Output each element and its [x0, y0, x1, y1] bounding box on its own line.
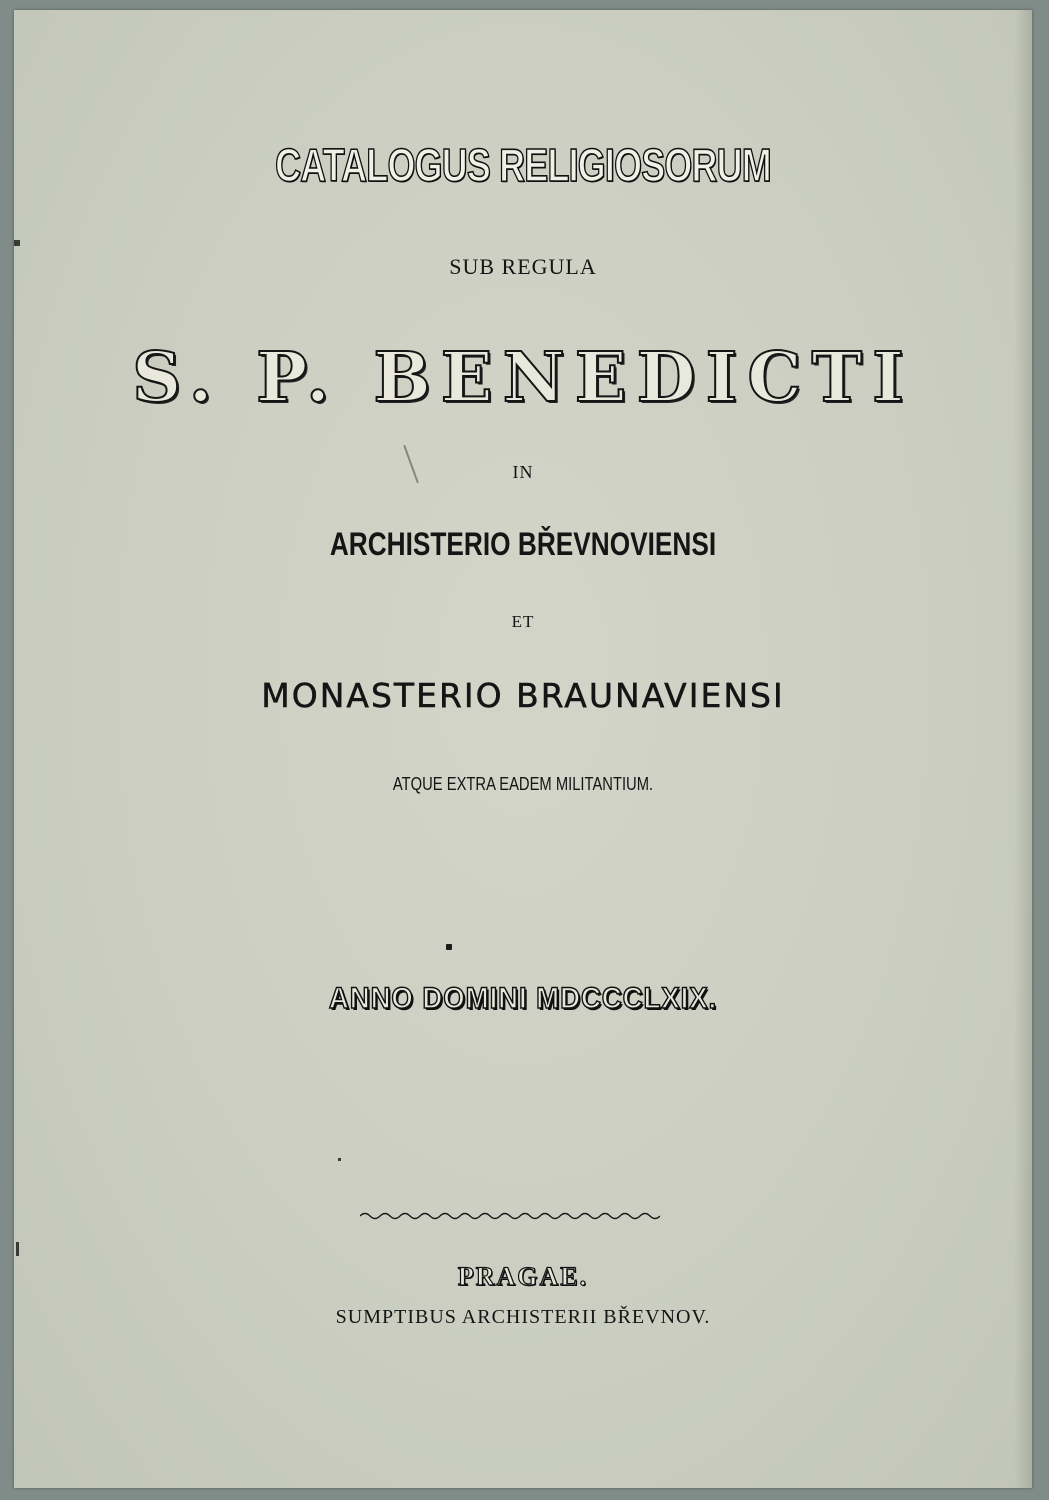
wavy-rule-divider [360, 1210, 660, 1222]
monasterio-line: MONASTERIO BRAUNAVIENSI [261, 676, 785, 715]
paper-speck [14, 240, 20, 246]
title-page-paper [14, 10, 1032, 1488]
paper-speck [16, 1242, 19, 1256]
atque-line: ATQUE EXTRA EADEM MILITANTIUM. [392, 774, 654, 794]
archisterio-line: ARCHISTERIO BŘEVNOVIENSI [329, 526, 717, 562]
catalogue-title: CATALOGUS RELIGIOSORUM [275, 139, 771, 191]
year-line: ANNO DOMINI MDCCCLXIX. [328, 982, 718, 1015]
sub-regula-line: SUB REGULA [449, 254, 597, 279]
paper-speck [338, 1158, 341, 1161]
et-line: ET [511, 612, 535, 631]
saint-name-heading: S. P. BENEDICTI [132, 338, 914, 418]
publisher-line: SUMPTIBUS ARCHISTERII BŘEVNOV. [335, 1306, 711, 1328]
printed-dot [446, 944, 452, 950]
place-of-publication: PRAGAE. [457, 1262, 589, 1291]
in-line: IN [512, 462, 534, 482]
